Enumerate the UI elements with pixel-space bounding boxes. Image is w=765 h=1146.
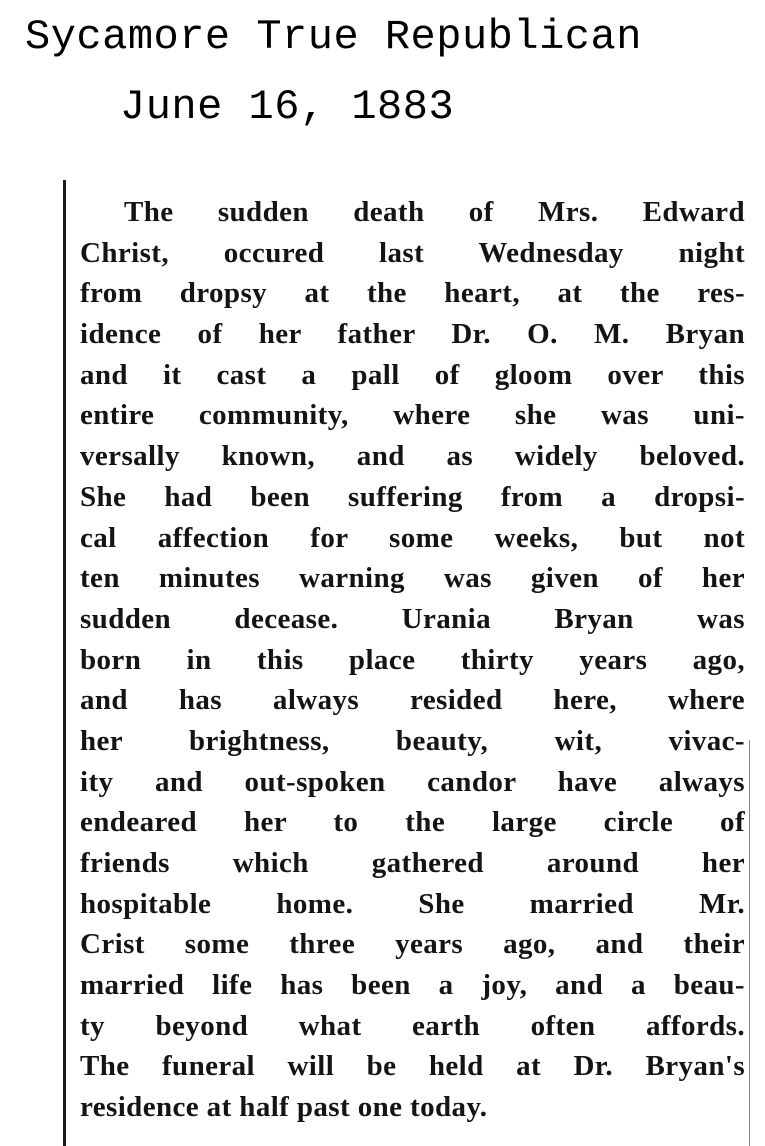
article-line: Crist some three years ago, and their <box>80 928 745 961</box>
article-line: and has always resided here, where <box>80 684 745 717</box>
article-line: cal affection for some weeks, but not <box>80 521 745 554</box>
newspaper-clipping <box>60 180 755 1146</box>
article-line: ten minutes warning was given of her <box>80 562 745 595</box>
publication-date: June 16, 1883 <box>120 83 455 131</box>
article-line: ty beyond what earth often affords. <box>80 1009 745 1042</box>
article-line: Christ, occured last Wednesday night <box>80 236 745 269</box>
article-line: her brightness, beauty, wit, vivac- <box>80 724 745 757</box>
article-line: The sudden death of Mrs. Edward <box>124 196 745 228</box>
column-rule-right <box>749 740 750 1146</box>
article-line: sudden decease. Urania Bryan was <box>80 602 745 635</box>
article-line: endeared her to the large circle of <box>80 806 745 839</box>
article-line: born in this place thirty years ago, <box>80 643 745 676</box>
clipping-header <box>0 0 765 160</box>
article-line: friends which gathered around her <box>80 847 745 879</box>
article-line: versally known, and as widely beloved. <box>80 440 745 473</box>
column-rule-left <box>63 180 66 1146</box>
article-line: ity and out-spoken candor have always <box>80 765 745 798</box>
article-line: idence of her father Dr. O. M. Bryan <box>80 318 745 351</box>
article-line: entire community, where she was uni- <box>80 399 745 432</box>
article-line: residence at half past one today. <box>80 1091 488 1124</box>
article-line: The funeral will be held at Dr. Bryan's <box>80 1050 745 1083</box>
article-line: from dropsy at the heart, at the res- <box>80 277 745 310</box>
newspaper-name: Sycamore True Republican <box>25 13 642 61</box>
article-line: She had been suffering from a dropsi- <box>80 480 745 513</box>
article-line: married life has been a joy, and a beau- <box>80 969 745 1002</box>
obituary-article <box>80 192 745 1128</box>
article-line: and it cast a pall of gloom over this <box>80 358 745 391</box>
article-line: hospitable home. She married Mr. <box>80 887 745 920</box>
